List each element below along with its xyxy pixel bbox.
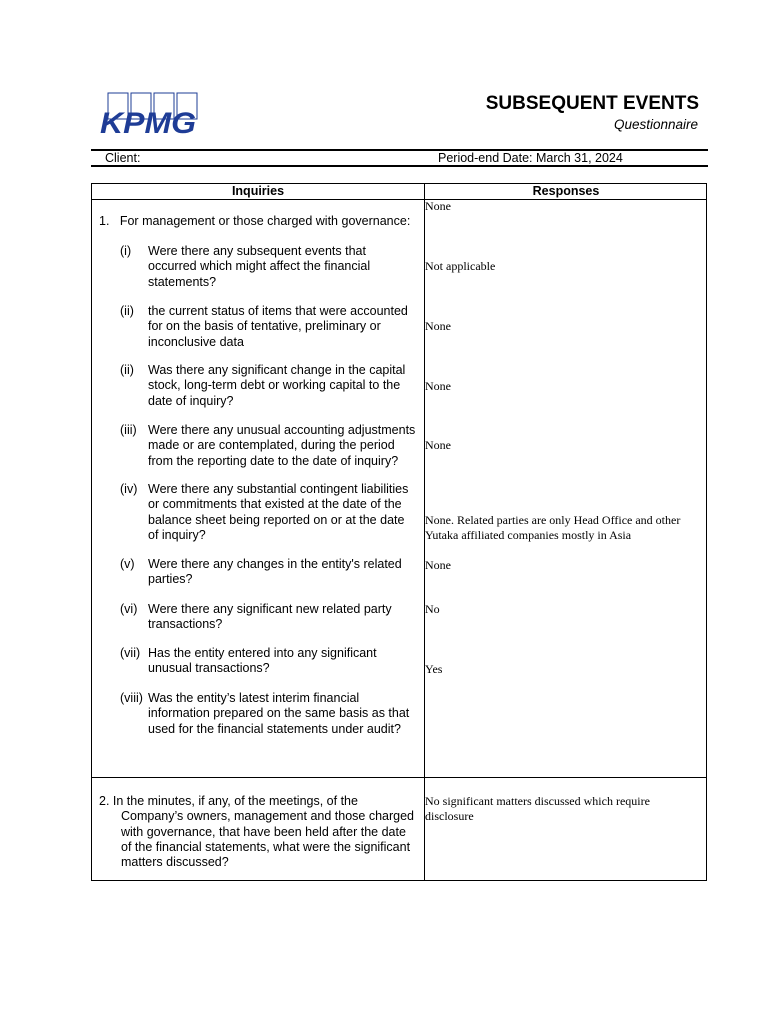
responses-header: Responses	[532, 184, 600, 198]
response-item: None. Related parties are only Head Office and other Yutaka affiliated companies mostly in Asia	[425, 513, 681, 542]
response-item: None	[425, 379, 451, 393]
client-label: Client:	[105, 151, 141, 165]
response-item: Yes	[425, 662, 443, 676]
item-number: (ii)	[120, 363, 134, 377]
section-divider	[92, 777, 706, 778]
inquiry-item: Were there any substantial contingent liabilities or commitments that existed at the date of the balance sheet being reported on or at the date of inquiry?	[148, 482, 409, 542]
section2-response: No significant matters discussed which require disclosure	[425, 794, 650, 823]
response-intro: None	[425, 199, 451, 213]
item-number: (v)	[120, 557, 135, 571]
item-number: (i)	[120, 244, 132, 258]
page-subtitle: Questionnaire	[613, 117, 698, 132]
inquiry-item: Were there any subsequent events that occurred which might affect the financial statements?	[148, 244, 371, 289]
item-number: (ii)	[120, 304, 134, 318]
inquiry-item: the current status of items that were accounted for on the basis of tentative, preliminary or inconclusive data	[148, 304, 408, 349]
item-number: (vi)	[120, 602, 138, 616]
response-item: None	[425, 438, 451, 452]
response-item: None	[425, 558, 451, 572]
response-item: None	[425, 319, 451, 333]
inquiry-item: Were there any changes in the entity's related parties?	[148, 557, 402, 587]
header-rule-bottom	[91, 165, 708, 167]
inquiry-item: Were there any significant new related party transactions?	[148, 602, 392, 632]
item-number: (vii)	[120, 646, 141, 660]
logo-text: KPMG	[100, 107, 196, 136]
response-item: Not applicable	[425, 259, 496, 273]
inquiry-item: Was there any significant change in the capital stock, long-term debt or working capital to the date of inquiry?	[148, 363, 406, 408]
inquiry-item: Has the entity entered into any significant unusual transactions?	[148, 646, 377, 676]
period-end-date: Period-end Date: March 31, 2024	[438, 151, 623, 165]
kpmg-logo	[100, 92, 200, 136]
inquiry-item: Was the entity’s latest interim financial information prepared on the same basis as that used for the financial statements under audit?	[148, 691, 410, 736]
item-number: (iii)	[120, 423, 137, 437]
client-row	[91, 151, 708, 166]
section2-question: 2. In the minutes, if any, of the meetings, of the Company’s owners, management and those charged with governance, that have been held after the date of the financial statements, what were the significant matters discussed?	[99, 794, 414, 870]
item-number: (viii)	[120, 691, 143, 705]
inquiry-item: Were there any unusual accounting adjustments made or are contemplated, during the period from the reporting date to the date of inquiry?	[148, 423, 416, 468]
item-number: (iv)	[120, 482, 138, 496]
inquiries-header: Inquiries	[231, 184, 285, 198]
page-title: SUBSEQUENT EVENTS	[485, 93, 699, 114]
inquiries-table	[91, 183, 707, 881]
section1-intro: 1. For management or those charged with governance:	[99, 214, 411, 228]
response-item: No	[425, 602, 440, 616]
